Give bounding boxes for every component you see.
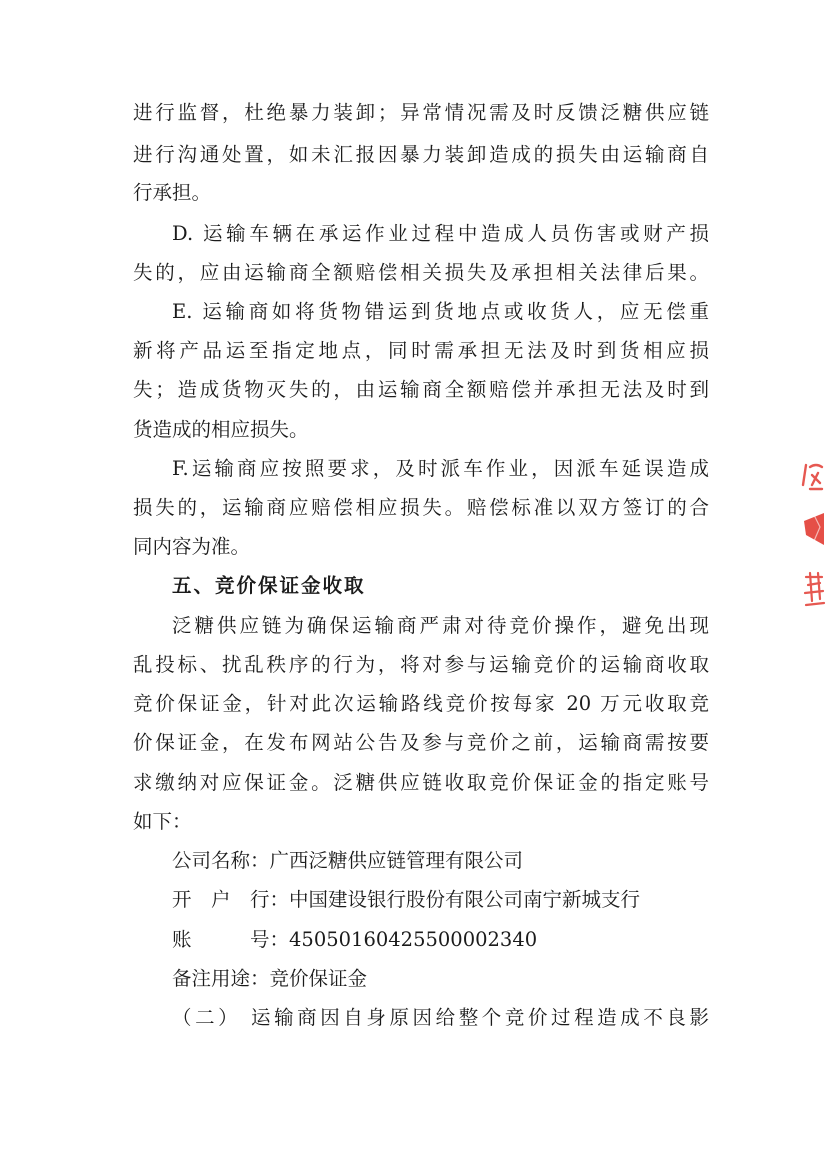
text-line: 损失的，运输商应赔偿相应损失。赔偿标准以双方签订的合 <box>133 496 709 519</box>
section-heading: 五、竞价保证金收取 <box>172 574 366 597</box>
seal-stamp-fragment <box>800 455 826 630</box>
seal-stamp-icon <box>800 455 826 630</box>
text-line: 泛糖供应链为确保运输商严肃对待竞价操作，避免出现 <box>172 614 709 637</box>
text-line: 进行沟通处置，如未汇报因暴力装卸造成的损失由运输商自 <box>133 143 709 166</box>
text-line: 货造成的相应损失。 <box>133 418 309 441</box>
text-line: D. 运输车辆在承运作业过程中造成人员伤害或财产损 <box>172 222 709 245</box>
text-line: 新将产品运至指定地点，同时需承担无法及时到货相应损 <box>133 339 709 362</box>
company-name-line: 公司名称：广西泛糖供应链管理有限公司 <box>172 849 524 872</box>
text-line: 求缴纳对应保证金。泛糖供应链收取竞价保证金的指定账号 <box>133 771 709 794</box>
text-line: 竞价保证金，针对此次运输路线竞价按每家 20 万元收取竞 <box>133 692 709 715</box>
bank-line: 开 户 行：中国建设银行股份有限公司南宁新城支行 <box>172 888 641 911</box>
text-line: 价保证金，在发布网站公告及参与竞价之前，运输商需按要 <box>133 731 709 754</box>
text-line: 失的，应由运输商全额赔偿相关损失及承担相关法律后果。 <box>133 261 709 284</box>
text-line: 失；造成货物灭失的，由运输商全额赔偿并承担无法及时到 <box>133 378 709 401</box>
text-line: 如下： <box>133 810 192 833</box>
text-line: E. 运输商如将货物错运到货地点或收货人，应无偿重 <box>172 300 709 323</box>
text-line: 行承担。 <box>133 181 212 204</box>
text-line: F.运输商应按照要求，及时派车作业，因派车延误造成 <box>172 457 709 480</box>
purpose-line: 备注用途：竞价保证金 <box>172 967 368 990</box>
text-line: 进行监督，杜绝暴力装卸；异常情况需及时反馈泛糖供应链 <box>133 101 709 124</box>
text-line: 同内容为准。 <box>133 535 251 558</box>
account-number-line: 账 号：45050160425500002340 <box>172 928 538 951</box>
text-line: 乱投标、扰乱秩序的行为，将对参与运输竞价的运输商收取 <box>133 653 709 676</box>
text-line: （二） 运输商因自身原因给整个竞价过程造成不良影 <box>172 1006 709 1029</box>
